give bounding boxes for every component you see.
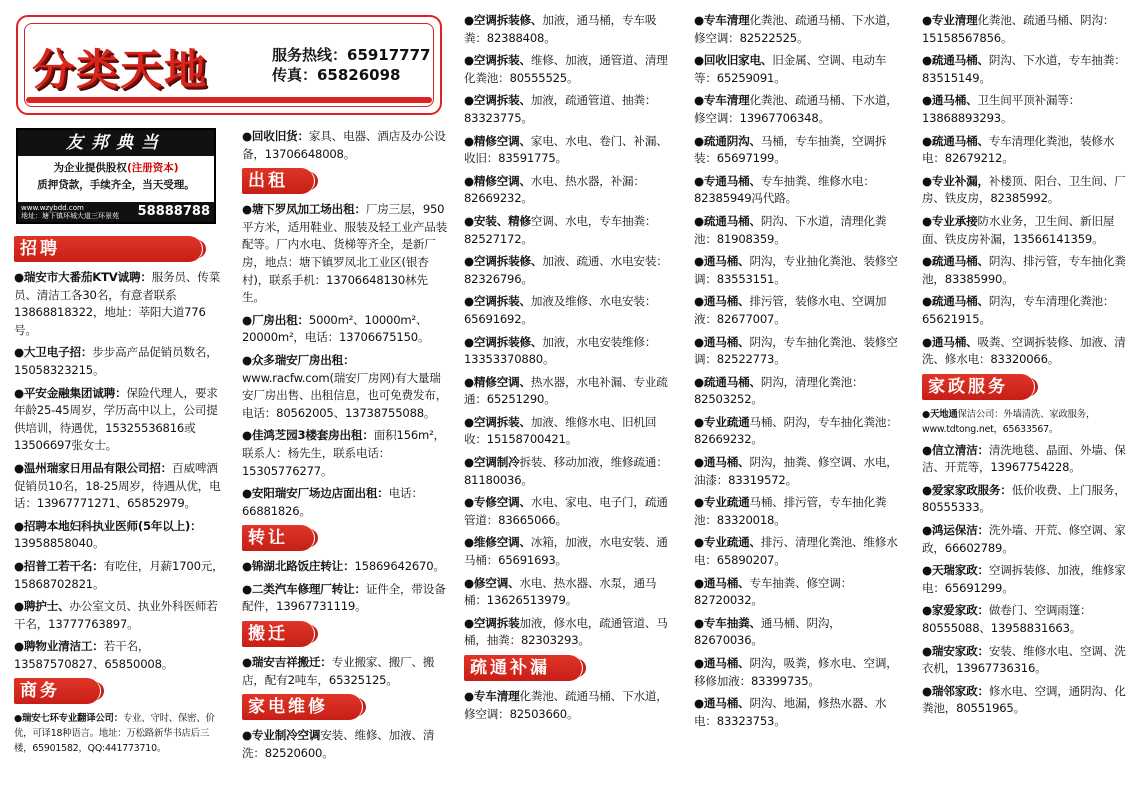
ad-body: 加液，修水电，疏通管道、马桶，抽粪：82303293。 [464, 615, 668, 648]
ad-heading: ●通马桶、 [694, 656, 750, 670]
classified-ad [14, 638, 224, 673]
classified-ad [694, 253, 906, 288]
ad-heading: ●温州瑞家日用品有限公司招： [14, 460, 173, 475]
ad-body: 家电、水电、卷门、补漏、收旧：83591775。 [464, 133, 668, 166]
ad-heading: ●天瑞家政： [922, 563, 989, 578]
ad-body: 吸粪、空调拆装修、加液、清洗、修水电：83320066。 [922, 334, 1126, 367]
ad-body: 加液及维修、水电安装：65691692。 [464, 294, 657, 326]
ad-heading: ●爱家家政服务： [922, 482, 1012, 497]
ad-heading: ●通马桶、 [694, 455, 750, 470]
classified-ad [464, 293, 676, 328]
column-5 [922, 0, 1134, 812]
ad-list-drain [464, 688, 676, 723]
classified-ad [242, 727, 448, 762]
ad-heading: ●专修空调、 [464, 495, 531, 510]
ad-body: 补楼顶、阳台、卫生间、厂房、铁皮房，82385992。 [922, 173, 1126, 206]
youbang-footer [18, 202, 214, 222]
classified-ad [464, 534, 676, 569]
classified-ad [464, 253, 676, 288]
classified-ad [464, 494, 676, 529]
classified-ad [922, 173, 1134, 208]
ad-body: 步步高产品促销员数名，15058323215。 [14, 345, 218, 377]
column-4 [694, 0, 906, 812]
ad-body: 服务员、传菜员、清洁工各30名，有意者联系13868818322，地址：莘阳大道776号。 [14, 270, 221, 337]
ad-heading: ●二类汽车修理厂转让： [242, 581, 366, 596]
ad-body: 13958858040。 [14, 536, 105, 551]
hotline: 服务热线：65917777 [272, 46, 431, 64]
column-3 [464, 0, 676, 812]
ad-body: 厂房三层，950平方米，适用鞋业、服装及轻工业产品装配等。厂内水电、货梯等齐全，是新厂房，地点：塘下镇罗凤北工业区(银杏村)，联系手机：13706648130林先生。 [242, 202, 448, 305]
classified-ad [14, 598, 224, 633]
classified-ad [694, 12, 906, 47]
ad-body: 阴沟，抽粪、修空调、水电，油漆：83319572。 [694, 455, 898, 487]
ad-body: 旧金属、空调、电动车等：65259091。 [694, 53, 887, 85]
section-header-housekeeping: 家政服务 [922, 374, 1034, 400]
ad-body: 专业搬家、搬厂、搬店，配有2吨车，65325125。 [242, 655, 435, 687]
ad-heading: ●瑞安吉祥搬迁： [242, 655, 332, 670]
ad-heading: ●瑞安家政： [922, 643, 989, 658]
ad-heading: ●空调拆装、 [464, 53, 531, 68]
ad-heading: ●鸿运保洁： [922, 523, 989, 538]
ad-heading: ●众多瑞安厂房出租： [242, 352, 355, 367]
classified-ad [464, 52, 676, 87]
ad-body: 保险代理人，要求年龄25-45周岁，学历高中以上，公司提供培训，待遇优，15325536816或13506697张女士。 [14, 385, 218, 453]
ad-heading: ●疏通马桶、 [694, 213, 761, 228]
ad-body: 冰箱，加液，水电安装、通马桶：65691693。 [464, 535, 668, 568]
ad-heading: ●专车抽粪、 [694, 615, 761, 630]
ad-body: 专业、守时、保密、价优，可译18种语言。地址：万松路新华书店后三楼，65901582，QQ:441773710。 [14, 713, 215, 755]
ad-heading: ●瑞安市大番茄KTV诚聘： [14, 270, 152, 284]
ad-heading: ●聘物业清洁工： [14, 639, 104, 654]
classified-ad [922, 643, 1134, 678]
classified-ad [464, 615, 676, 650]
ad-heading: ●空调制冷 [464, 455, 520, 470]
ad-heading: ●安阳瑞安厂场边店面出租： [242, 486, 389, 501]
ad-heading: ●精修空调、 [464, 173, 531, 188]
youbang-pawn-ad [16, 128, 216, 224]
ad-body: 空调、水电，专车抽粪：82527172。 [464, 213, 657, 246]
classified-ad [14, 460, 224, 513]
classified-ad [242, 352, 448, 422]
classified-ad [922, 482, 1134, 517]
classified-ad [922, 602, 1134, 637]
ad-heading: ●招普工若干名： [14, 558, 104, 573]
youbang-line1 [18, 160, 214, 175]
ad-body: 阴沟，清理化粪池：82503252。 [694, 374, 864, 407]
ad-heading: ●空调拆装、 [464, 294, 531, 309]
ad-body: 热水器，水电补漏、专业疏通：65251290。 [464, 374, 668, 407]
ad-heading: ●佳鸿芝园3楼套房出租： [242, 428, 374, 443]
classified-ad [694, 334, 906, 369]
youbang-site-address [21, 204, 119, 220]
ad-heading: ●回收旧家电、 [694, 53, 773, 68]
ad-list-housekeeping [922, 407, 1134, 718]
classified-ad [242, 312, 448, 347]
ad-heading: ●天地通 [922, 408, 958, 420]
ad-list-recycle [242, 128, 448, 163]
classified-ad [694, 695, 906, 730]
column-1 [14, 0, 224, 812]
classified-ad [242, 581, 448, 616]
ad-body: 电话：66881826。 [242, 486, 423, 518]
ad-body: 有吃住，月薪1700元，15868702821。 [14, 558, 224, 591]
classified-ad [922, 293, 1134, 328]
classified-ad [694, 374, 906, 409]
ad-body: 阴沟，专车抽化粪池、装修空调：82522773。 [694, 334, 898, 367]
ad-heading: ●安装、精修 [464, 213, 531, 228]
classified-ad [694, 173, 906, 208]
ad-body: 马桶、阴沟，专车抽化粪池：82669232。 [694, 414, 898, 447]
classified-ad [694, 213, 906, 248]
classified-ad [464, 688, 676, 723]
classified-ad [922, 683, 1134, 718]
ad-body: 维修、加液，通管道、清理化粪池：80555525。 [464, 53, 668, 85]
ad-heading: ●厂房出租： [242, 312, 309, 327]
classified-ad [922, 133, 1134, 168]
classified-ad [922, 92, 1134, 127]
ad-heading: ●专车清理 [694, 93, 750, 108]
ad-heading: ●专业疏通 [694, 495, 750, 510]
ad-body: 修水电、空调，通阴沟、化粪池，80551965。 [922, 683, 1126, 716]
ad-heading: ●通马桶、 [922, 93, 978, 108]
ad-body: 水电、热水器，补漏：82669232。 [464, 173, 645, 206]
classified-ad [694, 655, 906, 690]
ad-body: 化粪池、疏通马桶、阴沟：15158567856。 [922, 13, 1115, 45]
youbang-phone: 58888788 [137, 204, 210, 219]
classified-ad [464, 454, 676, 489]
section-header-appliance-repair: 家电维修 [242, 694, 362, 720]
ad-body: 马桶、排污管，专车抽化粪池：83320018。 [694, 495, 887, 527]
section-header-transfer: 转让 [242, 525, 314, 551]
classified-ad [14, 269, 224, 339]
ad-list-recruit [14, 269, 224, 673]
ad-body: 15869642670。 [354, 559, 445, 574]
ad-heading: ●疏通马桶、 [694, 374, 761, 389]
ad-heading: ●瑞安七环专业翻译公司： [14, 713, 123, 725]
ad-list-appliance-repair [242, 727, 448, 762]
ad-heading: ●专通马桶、 [694, 173, 761, 188]
classified-ad [694, 293, 906, 328]
ad-heading: ●专业制冷空调 [242, 728, 321, 743]
ad-body: 专车抽粪、维修水电：82385949冯代路。 [694, 173, 875, 206]
ad-body: 清洗地毯、晶面、外墙、保洁、开荒等，13967754228。 [922, 442, 1126, 475]
ad-heading: ●精修空调、 [464, 374, 531, 389]
ad-list-drain-2 [694, 12, 906, 730]
ad-heading: ●回收旧货： [242, 129, 309, 143]
ad-body: 马桶，专车抽粪，空调拆装：65697199。 [694, 133, 887, 166]
ad-heading: ●空调拆装 [464, 615, 520, 630]
classified-ad [694, 615, 906, 650]
ad-body: 证件全，带设备配件，13967731119。 [242, 581, 446, 614]
ad-body: 5000m²、10000m²、20000m²，电话：13706675150。 [242, 312, 430, 345]
ad-body: 拆装、移动加液，维修疏通：81180036。 [464, 455, 668, 487]
ad-body: 专车抽粪、修空调：82720032。 [694, 575, 853, 608]
classified-ad [694, 494, 906, 529]
classified-ad [922, 213, 1134, 248]
ad-body: 加液、维修水电、旧机回收：15158700421。 [464, 414, 657, 447]
youbang-site: www.wzybdd.com [21, 204, 84, 212]
ad-heading: ●招聘本地妇科执业医师(5年以上)： [14, 518, 202, 533]
ad-body: 卫生间平顶补漏等：13868893293。 [922, 93, 1081, 125]
classified-ad [464, 133, 676, 168]
ad-body: 做卷门、空调雨篷：80555088、13958831663。 [922, 603, 1092, 636]
classified-ad [694, 92, 906, 127]
section-header-drain: 疏通补漏 [464, 655, 582, 681]
youbang-line1-text: 为企业提供股权 [53, 162, 127, 174]
ad-heading: ●聘护士、 [14, 599, 70, 614]
ad-list-rent [242, 201, 448, 520]
ad-heading: ●精修空调、 [464, 133, 531, 148]
ad-heading: ●疏通马桶、 [922, 53, 989, 68]
ad-body: 安装、维修水电、空调、洗衣机，13967736316。 [922, 643, 1126, 676]
ad-heading: ●专业清理 [922, 13, 978, 27]
section-header-rent: 出租 [242, 168, 314, 194]
classified-ad [694, 414, 906, 449]
classified-ad [14, 558, 224, 593]
classified-ad [464, 414, 676, 449]
ad-body: 空调拆装修、加液，维修家电：65691299。 [922, 563, 1126, 595]
classified-ad [922, 562, 1134, 597]
ad-heading: ●专业疏通、 [694, 535, 761, 550]
ad-heading: ●信立清洁： [922, 442, 989, 457]
ad-body: 加液，通马桶，专车吸粪：82388408。 [464, 13, 657, 45]
youbang-address: 地址：塘下镇环城大道三环景苑 [21, 212, 119, 220]
ad-heading: ●修空调、 [464, 575, 520, 590]
ad-heading: ●专车清理 [694, 13, 750, 27]
ad-body: 阴沟，吸粪，修水电、空调，移修加液：83399735。 [694, 656, 898, 688]
classified-ad [694, 454, 906, 489]
classified-ad [694, 52, 906, 87]
classified-ad [242, 485, 448, 520]
ad-body: 安装、维修、加液、清洗：82520600。 [242, 728, 435, 760]
section-header-business: 商务 [14, 678, 100, 704]
classified-ad [922, 253, 1134, 288]
classified-ad [694, 133, 906, 168]
ad-body: 百威啤酒促销员10名，18-25周岁，待遇从优，电话：13967771271、65852979。 [14, 460, 221, 511]
classified-ad [242, 558, 448, 576]
column-2 [242, 120, 448, 812]
ad-body: 专车清理化粪池，装修水电：82679212。 [922, 133, 1115, 166]
ad-list-business [14, 711, 224, 756]
section-header-recruit: 招聘 [14, 236, 202, 262]
classified-ad [922, 334, 1134, 369]
youbang-line2: 质押贷款，手续齐全，当天受理。 [37, 179, 195, 191]
ad-body: 低价收费、上门服务，80555333。 [922, 482, 1126, 515]
ad-list-aircon [464, 12, 676, 650]
classified-ad [242, 427, 448, 480]
ad-heading: ●空调拆装修、 [464, 254, 543, 269]
ad-body: 家具、电器、酒店及办公设备，13706648008。 [242, 129, 446, 161]
ad-list-moving [242, 654, 448, 689]
ad-heading: ●大卫电子招： [14, 345, 93, 360]
ad-heading: ●通马桶、 [694, 696, 750, 711]
ad-heading: ●瑞邻家政： [922, 683, 989, 698]
classified-ad [242, 201, 448, 307]
ad-body: 若干名，13587570827、65850008。 [14, 639, 174, 671]
ad-body: www.racfw.com(瑞安厂房网)有大量瑞安厂房出售、出租信息，也可免费发布，电话：80562005、13738755088。 [242, 370, 448, 420]
classified-ad [922, 522, 1134, 557]
ad-list-transfer [242, 558, 448, 616]
ad-body: 保洁公司：外墙清洗、家政服务，www.tdtong.net，65633567。 [922, 408, 1096, 435]
section-header-moving: 搬迁 [242, 621, 314, 647]
ad-body: 化粪池、疏通马桶、下水道，修空调：82503660。 [464, 689, 668, 721]
classified-ad [464, 374, 676, 409]
ad-heading: ●专业承接 [922, 213, 978, 228]
youbang-line1-red: (注册资本) [126, 162, 179, 174]
ad-body: 阴沟、地漏，修热水器、水电：83323753。 [694, 696, 887, 728]
ad-heading: ●塘下罗凤加工场出租： [242, 202, 366, 217]
ad-body: 防水业务，卫生间、新旧屋面、铁皮房补漏，13566141359。 [922, 213, 1115, 246]
ad-body: 阴沟、下水道，清理化粪池：81908359。 [694, 213, 887, 246]
ad-body: 洗外墙、开荒、修空调、家政，66602789。 [922, 523, 1126, 555]
ad-heading: ●锦湖北路饭庄转让： [242, 559, 355, 574]
classified-ad [242, 128, 448, 163]
ad-heading: ●专车清理 [464, 689, 520, 703]
ad-heading: ●通马桶、 [694, 294, 750, 309]
ad-heading: ●平安金融集团诚聘： [14, 385, 127, 400]
classified-ad [14, 344, 224, 379]
masthead-contact [272, 45, 431, 85]
ad-heading: ●疏通阴沟、 [694, 133, 761, 148]
classified-ad [14, 711, 224, 756]
classified-ad [242, 654, 448, 689]
ad-body: 排污、清理化粪池、维修水电：65890207。 [694, 535, 898, 568]
ad-heading: ●通马桶、 [694, 254, 750, 269]
ad-heading: ●空调拆装、 [464, 414, 531, 429]
ad-body: 阴沟，专业抽化粪池、装修空调：83553151。 [694, 254, 898, 286]
classified-ad [464, 334, 676, 369]
classified-ad [922, 407, 1134, 437]
classified-ad [14, 385, 224, 455]
ad-body: 排污管，装修水电、空调加液：82677007。 [694, 294, 887, 326]
ad-heading: ●疏通马桶、 [922, 133, 989, 148]
classified-ad [922, 52, 1134, 87]
ad-heading: ●空调拆装修、 [464, 334, 543, 349]
classified-ad [464, 575, 676, 610]
ad-list-drain-3 [922, 12, 1134, 369]
ad-heading: ●通马桶、 [694, 334, 750, 349]
fax: 传真：65826098 [272, 66, 401, 84]
ad-body: 办公室文员、执业外科医师若干名，13777763897。 [14, 599, 218, 631]
ad-body: 阴沟，专车清理化粪池：65621915。 [922, 294, 1115, 326]
ad-heading: ●疏通马桶、 [922, 294, 989, 309]
classified-ad [922, 12, 1134, 47]
classified-ad [464, 92, 676, 127]
classified-ad [694, 575, 906, 610]
ad-heading: ●通马桶、 [922, 334, 978, 349]
ad-heading: ●维修空调、 [464, 535, 531, 550]
classified-ad [464, 213, 676, 248]
classified-ad [14, 518, 224, 553]
ad-body: 面积156m²，联系人：杨先生，联系电话：15305776277。 [242, 428, 445, 478]
ad-body: 加液、疏通、水电安装：82326796。 [464, 254, 668, 286]
classified-ad [694, 534, 906, 569]
ad-heading: ●专业疏通 [694, 414, 750, 429]
classified-ad [464, 12, 676, 47]
ad-body: 阴沟、排污管，专车抽化粪池，83385990。 [922, 254, 1126, 286]
ad-heading: ●疏通马桶、 [922, 254, 989, 269]
masthead-title: 分类天地 [32, 45, 209, 94]
classified-ad [464, 173, 676, 208]
classified-ad [922, 442, 1134, 477]
ad-heading: ●专业补漏， [922, 173, 989, 188]
ad-body: 水电、热水器、水泵，通马桶：13626513979。 [464, 575, 657, 608]
ad-heading: ●空调拆装、 [464, 93, 531, 108]
ad-body: 加液，水电安装维修：13353370880。 [464, 334, 657, 367]
ad-body: 化粪池、疏通马桶、下水道，修空调：82522525。 [694, 13, 898, 45]
ad-body: 阴沟、下水道，专车抽粪：83515149。 [922, 53, 1126, 85]
ad-heading: ●空调拆装修、 [464, 13, 543, 27]
ad-body: 加液，疏通管道、抽粪：83323775。 [464, 93, 657, 125]
ad-body: 化粪池、疏通马桶、下水道，修空调：13967706348。 [694, 93, 898, 125]
ad-heading: ●通马桶、 [694, 575, 750, 590]
ad-heading: ●家爱家政： [922, 603, 989, 618]
youbang-title: 友邦典当 [18, 130, 214, 156]
ad-body: 通马桶、阴沟，82670036。 [694, 615, 841, 648]
ad-body: 水电、家电、电子门，疏通管道：83665066。 [464, 495, 668, 527]
